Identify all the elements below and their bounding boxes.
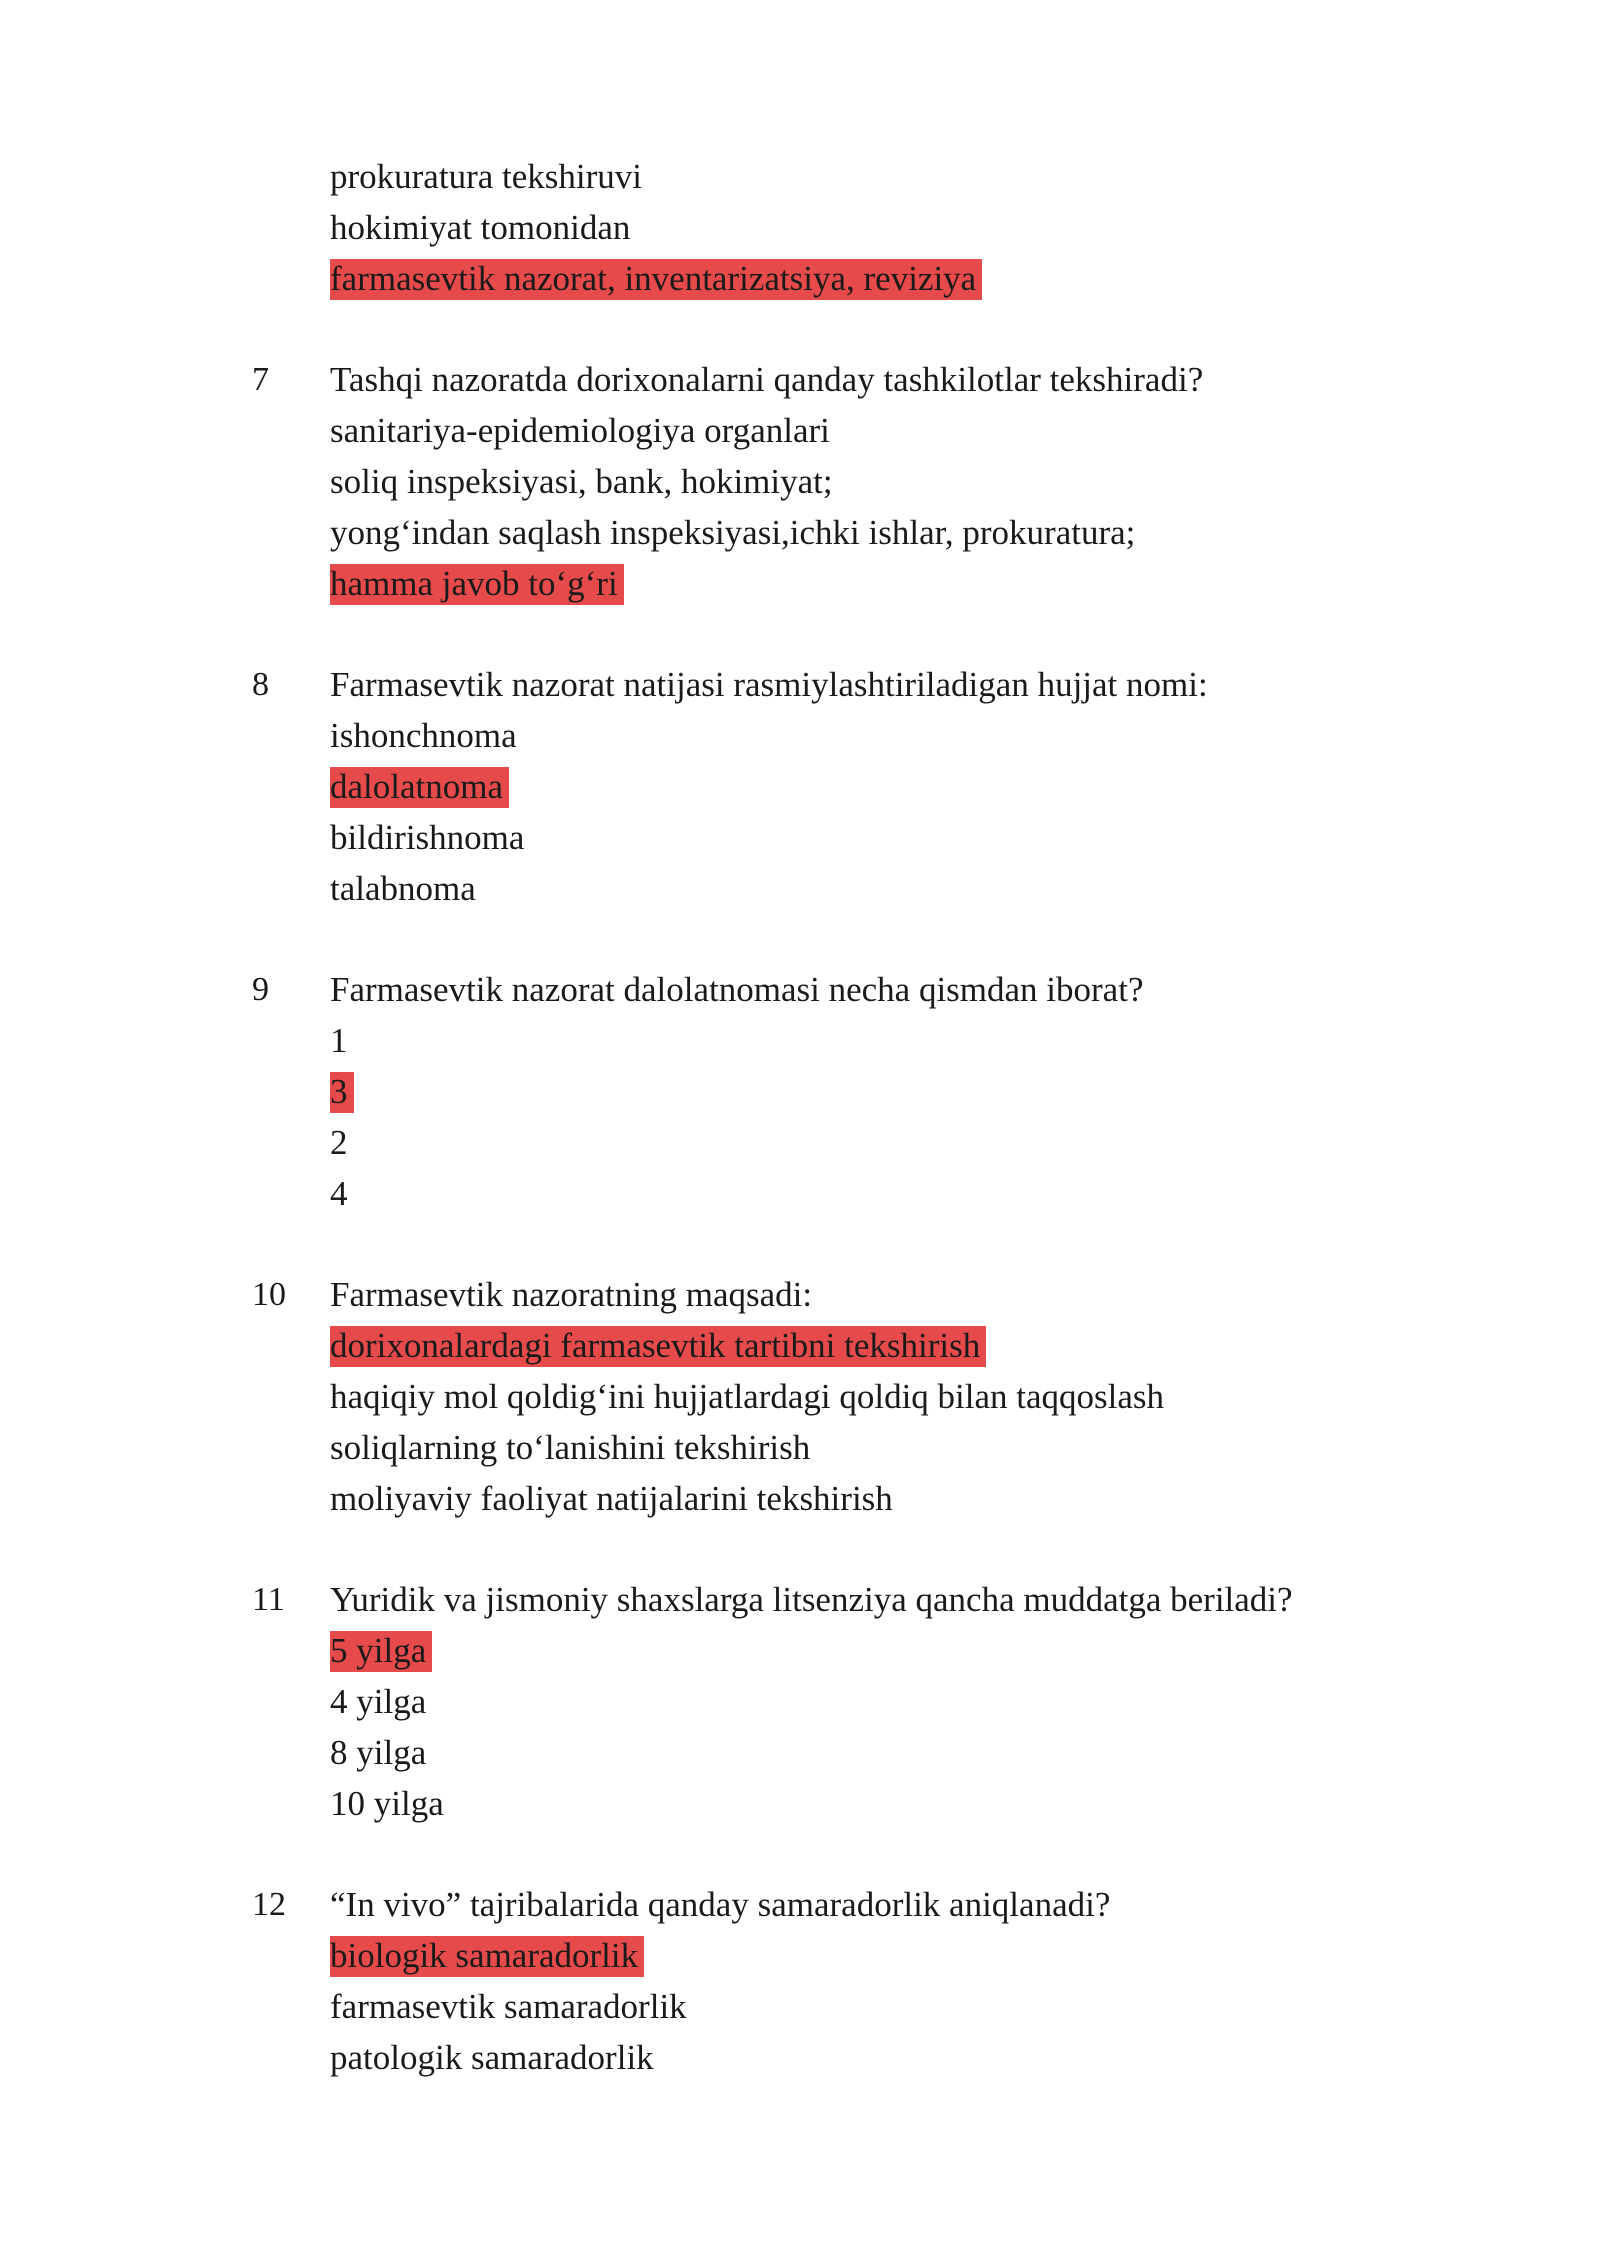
answer-option: 8 yilga — [330, 1733, 427, 1772]
answer-option: soliqlarning to‘lanishini tekshirish — [330, 1428, 811, 1467]
question-text: Farmasevtik nazorat natijasi rasmiylashtiriladigan hujjat nomi: — [330, 665, 1208, 704]
question-number: 7 — [252, 361, 269, 398]
answer-option: ishonchnoma — [330, 716, 517, 755]
correct-answer-highlight: 3 — [330, 1072, 354, 1113]
answer-option: moliyaviy faoliyat natijalarini tekshirish — [330, 1479, 893, 1518]
correct-answer-highlight: hamma javob to‘g‘ri — [330, 564, 624, 605]
question-number: 8 — [252, 666, 269, 703]
answer-option: 4 — [330, 1174, 348, 1213]
answer-option: talabnoma — [330, 869, 476, 908]
answer-option: farmasevtik samaradorlik — [330, 1987, 687, 2026]
answer-option-correct — [330, 762, 509, 812]
correct-answer-highlight: farmasevtik nazorat, inventarizatsiya, reviziya — [330, 259, 982, 300]
answer-option-correct — [330, 1321, 986, 1371]
answer-option: bildirishnoma — [330, 818, 525, 857]
question-number: 10 — [252, 1276, 286, 1313]
answer-option-correct — [330, 1626, 432, 1676]
answer-option: sanitariya-epidemiologiya organlari — [330, 411, 830, 450]
correct-answer-highlight: 5 yilga — [330, 1631, 432, 1672]
answer-option: hokimiyat tomonidan — [330, 208, 631, 247]
correct-answer-highlight: dorixonalardagi farmasevtik tartibni tekshirish — [330, 1326, 986, 1367]
question-text: “In vivo” tajribalarida qanday samaradorlik aniqlanadi? — [330, 1885, 1111, 1924]
answer-option: yong‘indan saqlash inspeksiyasi,ichki ishlar, prokuratura; — [330, 513, 1136, 552]
question-text: Farmasevtik nazorat dalolatnomasi necha qismdan iborat? — [330, 970, 1144, 1009]
question-number: 11 — [252, 1581, 285, 1618]
answer-option: haqiqiy mol qoldig‘ini hujjatlardagi qoldiq bilan taqqoslash — [330, 1377, 1165, 1416]
answer-option: soliq inspeksiyasi, bank, hokimiyat; — [330, 462, 833, 501]
question-text: Farmasevtik nazoratning maqsadi: — [330, 1275, 813, 1314]
answer-option: 2 — [330, 1123, 348, 1162]
answer-option: 4 yilga — [330, 1682, 427, 1721]
question-text: Tashqi nazoratda dorixonalarni qanday tashkilotlar tekshiradi? — [330, 360, 1204, 399]
question-number: 12 — [252, 1886, 286, 1923]
question-number: 9 — [252, 971, 269, 1008]
question-text: Yuridik va jismoniy shaxslarga litsenziya qancha muddatga beriladi? — [330, 1580, 1293, 1619]
answer-option-correct — [330, 254, 982, 304]
answer-option: 1 — [330, 1021, 348, 1060]
answer-option: prokuratura tekshiruvi — [330, 157, 642, 196]
answer-option-correct — [330, 1067, 354, 1117]
answer-option-correct — [330, 559, 624, 609]
correct-answer-highlight: biologik samaradorlik — [330, 1936, 644, 1977]
answer-option: patologik samaradorlik — [330, 2038, 654, 2077]
answer-option: 10 yilga — [330, 1784, 444, 1823]
answer-option-correct — [330, 1931, 644, 1981]
correct-answer-highlight: dalolatnoma — [330, 767, 509, 808]
